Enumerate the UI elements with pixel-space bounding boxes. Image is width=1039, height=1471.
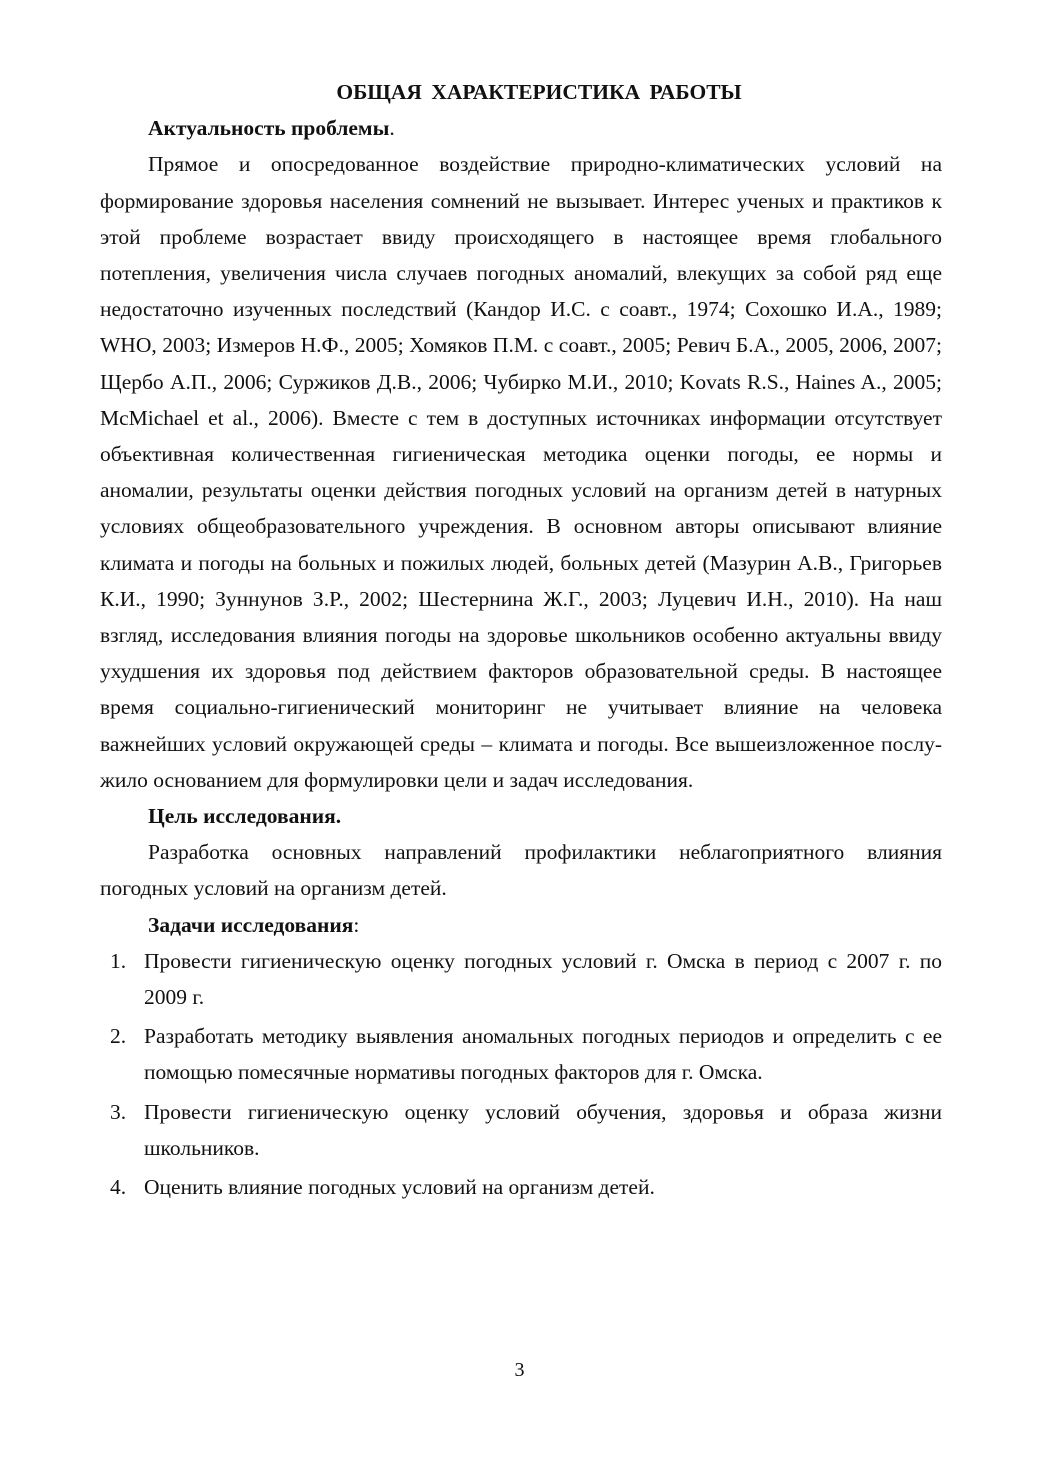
relevance-heading: [100, 110, 942, 146]
list-item: [100, 943, 942, 1015]
list-item-number: 3.: [110, 1099, 127, 1124]
relevance-heading-text: Актуальность проблемы: [148, 116, 390, 141]
tasks-list: [100, 943, 942, 1205]
list-item: [100, 1169, 942, 1205]
list-item-number: 4.: [110, 1175, 127, 1200]
tasks-heading: [100, 907, 942, 943]
list-item-number: 1.: [110, 948, 127, 973]
tasks-heading-suffix: :: [353, 912, 360, 937]
list-item-text: Оценить влияние погодных условий на организм детей.: [144, 1175, 655, 1200]
page-number: 3: [514, 1359, 525, 1381]
goal-heading: [100, 798, 942, 834]
relevance-paragraph: Прямое и опосредованное воздействие природно-климатических условий на формирование здоровья населения сомнений не вызывает. Интерес ученых и практиков к этой проблеме возрастает ввиду происходящего в настоящее время глобального потепления, увеличения числа случаев погодных аномалий, влекущих за собой ряд еще недостаточно изученных последствий (Кандор И.С. с соавт., 1974; Сохошко И.А., 1989; WHO, 2003; Измеров Н.Ф., 2005; Хомяков П.М. с соавт., 2005; Ревич Б.А., 2005, 2006, 2007; Щербо А.П., 2006; Суржиков Д.В., 2006; Чубирко М.И., 2010; Kovats R.S., Haines A., 2005; McMichael et al., 2006). Вместе с тем в доступных источниках информации отсутствует объективная количественная гигиеническая методика оценки погоды, ее нормы и аномалии, результаты оценки действия погодных условий на организм детей в натурных условиях общеобразовательного учреждения. В основном авторы описывают влияние климата и погоды на больных и пожилых людей, больных детей (Мазурин А.В., Григорьев К.И., 1990; Зуннунов З.Р., 2002; Шестернина Ж.Г., 2003; Луцевич И.Н., 2010). На наш взгляд, исследования влияния погоды на здоровье школьников особенно актуальны ввиду ухудшения их здоровья под действием факторов образовательной среды. В настоящее время социально-гигиенический мониторинг не учитывает влияние на человека важнейших условий окружающей среды – климата и погоды. Все вышеизложенное послужило основанием для формулировки цели и задач исследования.: [100, 152, 942, 792]
goal-heading-text: Цель исследования.: [148, 804, 342, 829]
list-item: [100, 1018, 942, 1090]
page-title: ОБЩАЯ ХАРАКТЕРИСТИКА РАБОТЫ: [336, 80, 742, 104]
list-item: [100, 1094, 942, 1166]
list-item-number: 2.: [110, 1024, 127, 1049]
relevance-heading-suffix: .: [389, 116, 395, 141]
list-item-text: Провести гигиеническую оценку погодных условий г. Омска в период с 2007 г. по 2009 г.: [144, 948, 942, 1010]
tasks-heading-text: Задачи исследования: [148, 912, 354, 937]
document-page: [100, 74, 942, 1208]
list-item-text: Разработать методику выявления аномальных погодных периодов и определить с ее помощью помесячные нормативы погодных факторов для г. Омска.: [144, 1024, 942, 1085]
list-item-text: Провести гигиеническую оценку условий обучения, здоровья и образа жизни школьников.: [144, 1099, 942, 1160]
goal-paragraph: Разработка основных направлений профилактики неблагоприятного влияния погодных условий на организм детей.: [100, 840, 942, 901]
